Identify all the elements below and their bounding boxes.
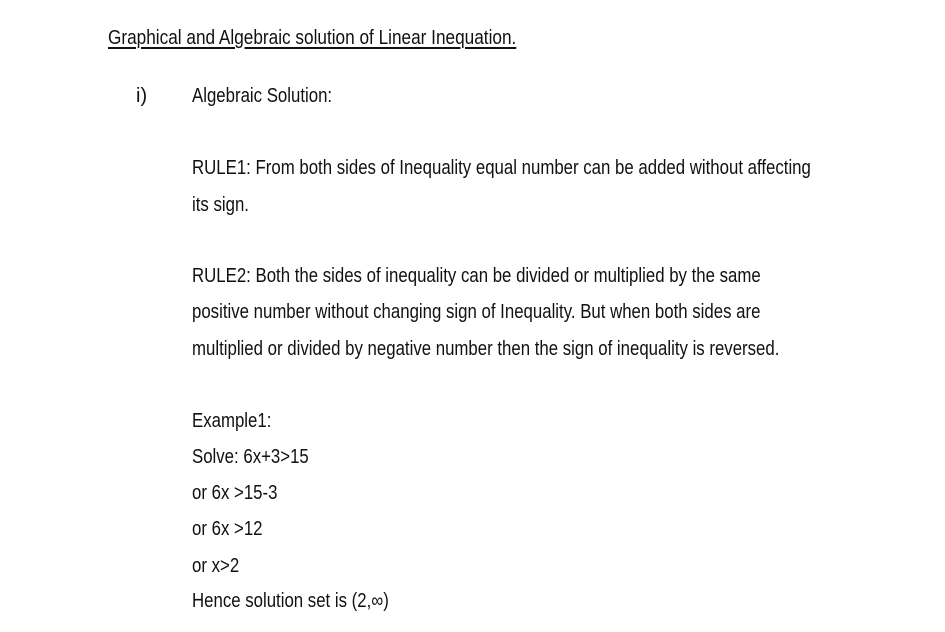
- rule2-line-2: positive number without changing sign of Inequality. But when both sides are: [192, 301, 761, 323]
- example-heading: Example1:: [192, 410, 272, 432]
- section-numeral: i): [136, 85, 148, 107]
- document-title: Graphical and Algebraic solution of Linear Inequation.: [108, 27, 517, 49]
- rule1-line-2: its sign.: [192, 194, 249, 216]
- example-step: or 6x >15-3: [192, 482, 278, 504]
- section-heading: Algebraic Solution:: [192, 85, 333, 107]
- example-step: or x>2: [192, 555, 240, 577]
- rule1-line-1: RULE1: From both sides of Inequality equal number can be added without affecting: [192, 157, 811, 179]
- example-step: or 6x >12: [192, 518, 263, 540]
- rule2-line-3: multiplied or divided by negative number then the sign of inequality is reversed.: [192, 338, 780, 360]
- example-step: Solve: 6x+3>15: [192, 446, 309, 468]
- rule2-line-1: RULE2: Both the sides of inequality can be divided or multiplied by the same: [192, 265, 761, 287]
- solution-set-line: Hence solution set is (2,∞): [192, 590, 389, 612]
